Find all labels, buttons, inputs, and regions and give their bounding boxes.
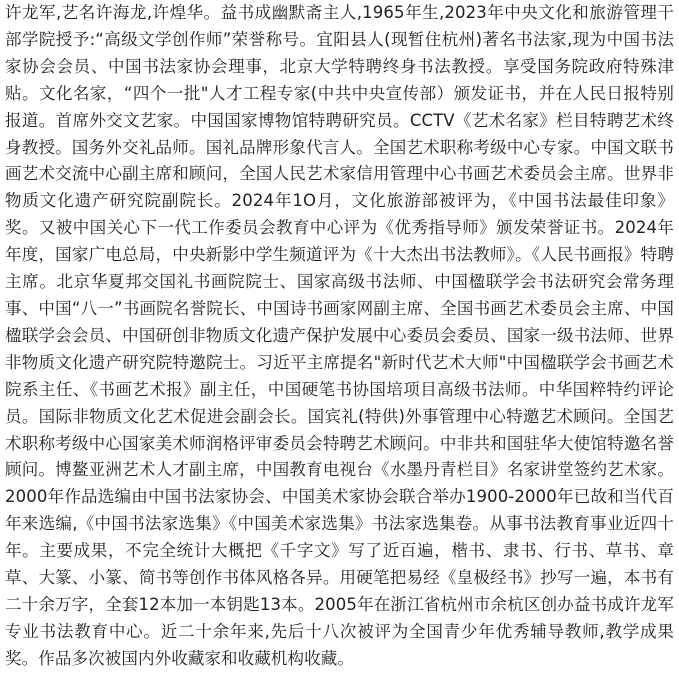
biography-paragraph: 许龙军,艺名许海龙,许煌华。益书成幽默斋主人,1965年生,2023年中央文化和旅游管理干部学院授予:“高级文学创作师”荣誉称号。宜阳县人(现暂住杭州)著名书法家,现为中国书法家协会会员、中国书法家协会理事，北京大学特聘终身书法教授。享受国务院政府特殊津贴。文化名家，“四个一批"人才工程专家(中共中央宣传部）颁发证书，并在人民日报特别报道。首席外交文艺家。中国国家博物馆特聘研究员。CCTV《艺术名家》栏目特聘艺术终身教授。国务外交礼品师。国礼品牌形象代言人。全国艺术职称考级中心专家。中国文联书画艺术交流中心副主席和顾问，全国人民艺术家信用管理中心书画艺术委员会主席。世界非物质文化遗产研究院副院长。2024年1O月，文化旅游部被评为，《中国书法最佳印象》奖。又被中国关心下一代工作委员会教育中心评为《优秀指导师》颁发荣誉证书。2024年年度，国家广电总局，中央新影中学生频道评为《十大杰出书法教师》。《人民书画报》特聘主席。北京华夏邦交国礼书画院院士、国家高级书法师、中国楹联学会书法研究会常务理事、中国“八一”书画院名誉院长、中国诗书画家网副主席、全国书画艺术委员会主席、中国楹联学会会员、中国研创非物质文化遗产保护发展中心委员会委员、国家一级书法师、世界非物质文化遗产研究院特邀院士。习近平主席提名"新时代艺术大师"中国楹联学会书画艺术院系主任、《书画艺术报》副主任，中国硬笔书协国培项目高级书法师。中华国粹特约评论员。国际非物质文化艺术促进会副会长。国宾礼(特供)外事管理中心特邀艺术顾问。全国艺术职称考级中心国家美术师润格评审委员会特聘艺术顾问。中非共和国驻华大使馆特邀名誉顾问。博鳌亚洲艺术人才副主席，中国教育电视台《水墨丹青栏目》名家讲堂签约艺术家。2000年作品选编由中国书法家协会、中国美术家协会联合举办1900-2000年已故和当代百年来选编,《中国书法家选集》《中国美术家选集》书法家选集卷。从事书法教育事业近四十年。主要成果，不完全统计大概把《千字文》写了近百遍，楷书、隶书、行书、草书、章草、大篆、小篆、简书等创作书体风格各异。用硬笔把易经《皇极经书》抄写一遍，本书有二十余万字，全套12本加一本钥匙13本。2005年在浙江省杭州市余杭区创办益书成许龙军专业书法教育中心。近二十余年来,先后十八次被评为全国青少年优秀辅导教师,教学成果奖。作品多次被国内外收藏家和收藏机构收藏。 <box>5 3 674 668</box>
